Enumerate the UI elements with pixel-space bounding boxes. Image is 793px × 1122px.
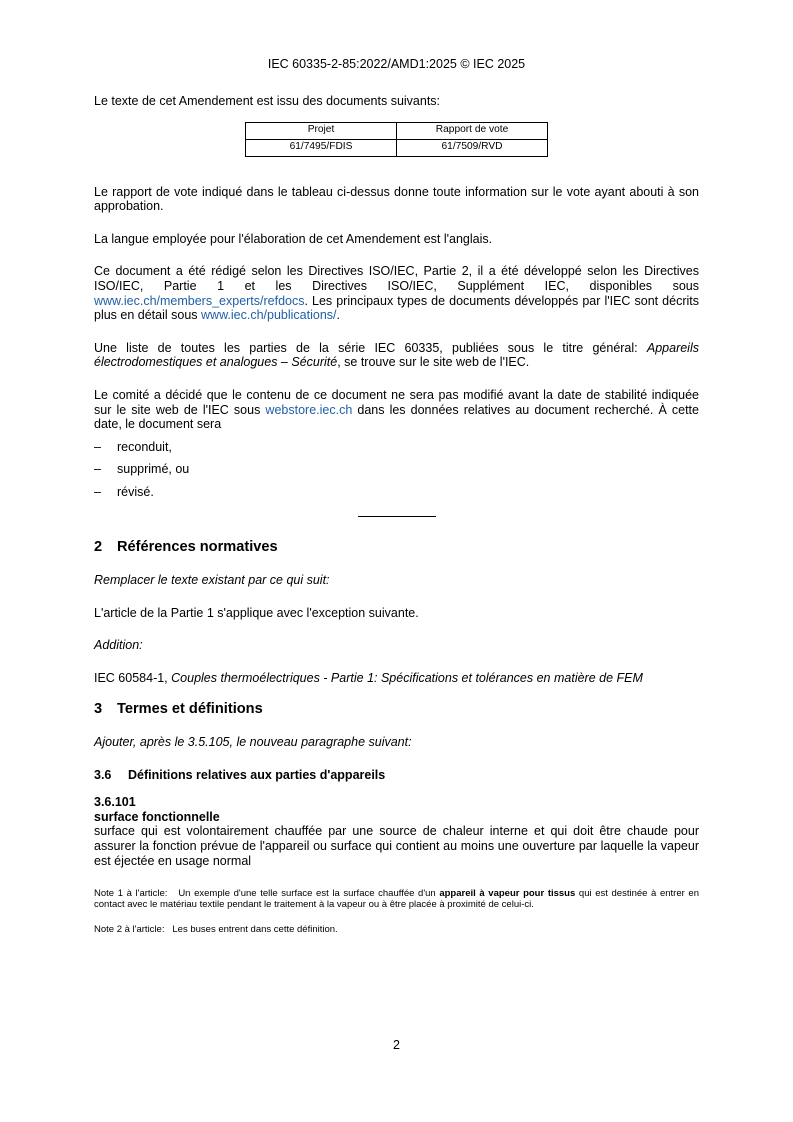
section-3-title: Termes et définitions: [117, 701, 263, 718]
section-3-6-title: Définitions relatives aux parties d'appareils: [128, 767, 386, 782]
addition-text: Addition:: [94, 638, 143, 653]
publications-link[interactable]: www.iec.ch/publications/: [201, 308, 337, 323]
list-item: [94, 485, 699, 500]
vote-table: [245, 122, 548, 157]
note-1-text-1: Un exemple d'une telle surface est la surface chauffée d'un: [178, 888, 440, 900]
section-2-heading: [94, 540, 699, 555]
reference-number: IEC 60584-1,: [94, 670, 172, 685]
term-name: [94, 810, 699, 825]
series-text-2: , se trouve sur le site web de l'IEC.: [337, 355, 530, 370]
list-item-text: reconduit,: [117, 439, 172, 454]
note-2-label: Note 2 à l'article:: [94, 924, 165, 936]
section-2-number: 2: [94, 538, 103, 555]
table-header-rapport: Rapport de vote: [397, 122, 548, 139]
language-paragraph: La langue employée pour l'élaboration de cet Amendement est l'anglais.: [94, 231, 493, 246]
directives-paragraph: [94, 264, 699, 322]
section-3-instruction-text: Ajouter, après le 3.5.105, le nouveau paragraphe suivant:: [94, 735, 412, 750]
webstore-link[interactable]: webstore.iec.ch: [265, 402, 353, 417]
table-header-projet: Projet: [246, 122, 397, 139]
intro-text: Le texte de cet Amendement est issu des documents suivants:: [94, 94, 441, 108]
term-name-text: surface fonctionnelle: [94, 809, 220, 824]
table-cell-rapport: 61/7509/RVD: [397, 139, 548, 156]
addition-label: [94, 638, 699, 653]
section-3-heading: [94, 702, 699, 717]
term-definition: surface qui est volontairement chauffée par une source de chaleur interne et qui doit être chaude pour assurer la fonction prévue de l'appareil ou surface qui contient au moins une ouverture par laquelle la vapeur est éjectée en usage normal: [94, 824, 699, 868]
section-2-instruction-text: Remplacer le texte existant par ce qui suit:: [94, 573, 330, 588]
note-1-bold-term: appareil à vapeur pour tissus: [439, 888, 576, 900]
directives-text-1: Ce document a été rédigé selon les Directives ISO/IEC, Partie 2, il a été développé selon les Directives ISO/IEC, Partie 1 et les Directives ISO/IEC, Supplément IEC, disponibles sous: [94, 264, 699, 293]
list-item: [94, 440, 699, 455]
list-item-text: révisé.: [117, 484, 154, 499]
directives-text-2: . Les principaux types de documents développés par l'IEC sont décrits plus en détail sous: [94, 293, 699, 323]
list-item-text: supprimé, ou: [117, 462, 190, 477]
note-2: [94, 924, 699, 935]
section-3-instruction: [94, 735, 699, 750]
section-3-6-number: 3.6: [94, 767, 112, 782]
term-number-text: 3.6.101: [94, 795, 136, 810]
note-1-label: Note 1 à l'article:: [94, 888, 168, 900]
stability-text-2: dans les données relatives au document recherché. À cette date, le document sera: [94, 402, 699, 432]
note-1: [94, 888, 699, 910]
stability-paragraph: [94, 388, 699, 432]
section-2-text: L'article de la Partie 1 s'applique avec l'exception suivante.: [94, 605, 419, 620]
section-2-title: Références normatives: [117, 538, 278, 555]
table-row: [246, 139, 548, 156]
reference-entry: [94, 671, 699, 686]
note-1-text-2: qui est destinée à entrer en contact avec le matériau textile pendant le traitement à la vapeur ou à être placée à proximité de celui-ci.: [94, 888, 699, 911]
page-header: IEC 60335-2-85:2022/AMD1:2025 © IEC 2025: [267, 57, 526, 71]
vote-paragraph: Le rapport de vote indiqué dans le tableau ci-dessus donne toute information sur le vote ayant abouti à son approbation.: [94, 184, 699, 214]
list-item: [94, 462, 699, 477]
status-list: [94, 440, 699, 500]
list-dash: –: [94, 484, 101, 499]
reference-title: Couples thermoélectriques - Partie 1: Spécifications et tolérances en matière de FEM: [171, 670, 643, 685]
series-title: Appareils électrodomestiques et analogues – Sécurité: [94, 340, 699, 370]
section-3-6-heading: [94, 768, 699, 783]
refdocs-link[interactable]: www.iec.ch/members_experts/refdocs: [94, 293, 305, 308]
section-2-instruction: [94, 573, 699, 588]
directives-text-3: .: [336, 308, 340, 323]
term-number: [94, 795, 699, 810]
series-text-1: Une liste de toutes les parties de la série IEC 60335, publiées sous le titre général:: [94, 340, 647, 355]
list-dash: –: [94, 439, 101, 454]
table-cell-projet: 61/7495/FDIS: [246, 139, 397, 156]
series-paragraph: [94, 341, 699, 370]
table-header-row: [246, 122, 548, 139]
list-dash: –: [94, 462, 101, 477]
note-2-text: Les buses entrent dans cette définition.: [172, 924, 338, 936]
section-3-number: 3: [94, 701, 103, 718]
page-number: 2: [393, 1038, 400, 1052]
stability-text-1: Le comité a décidé que le contenu de ce document ne sera pas modifié avant la date de stabilité indiquée sur le site web de l'IEC sous: [94, 387, 699, 417]
page-content: [94, 94, 699, 935]
